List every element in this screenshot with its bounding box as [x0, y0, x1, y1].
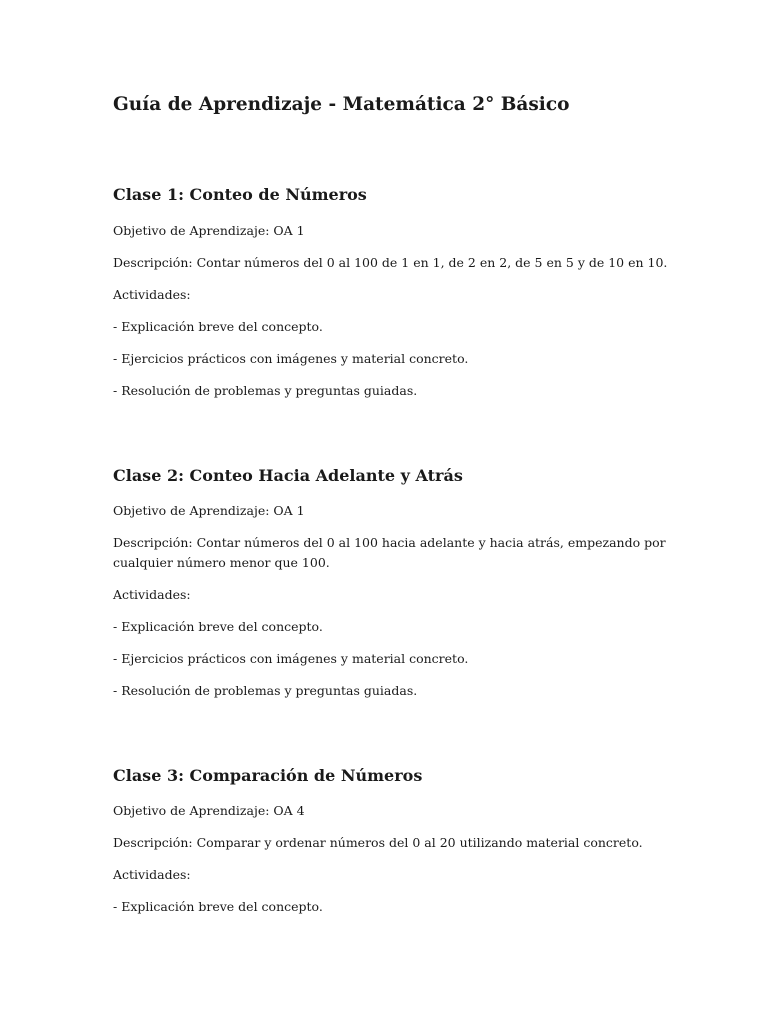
section-clase-3 [113, 765, 733, 917]
activities-label: Actividades: [113, 287, 191, 302]
description: Descripción: Contar números del 0 al 100 de 1 en 1, de 2 en 2, de 5 en 5 y de 10 en 10. [113, 255, 668, 270]
section-heading: Clase 3: Comparación de Números [113, 766, 423, 785]
activities-label: Actividades: [113, 587, 191, 602]
section-heading: Clase 2: Conteo Hacia Adelante y Atrás [113, 466, 463, 485]
section-heading: Clase 1: Conteo de Números [113, 185, 367, 204]
activity-item: - Ejercicios prácticos con imágenes y material concreto. [113, 351, 469, 366]
activity-item: - Resolución de problemas y preguntas guiadas. [113, 383, 418, 398]
learning-objective: Objetivo de Aprendizaje: OA 4 [113, 803, 305, 818]
activities-label: Actividades: [113, 867, 191, 882]
document-title: Guía de Aprendizaje - Matemática 2° Básico [113, 94, 570, 115]
learning-objective: Objetivo de Aprendizaje: OA 1 [113, 503, 305, 518]
activity-item: - Explicación breve del concepto. [113, 899, 323, 914]
description-line-1: Descripción: Contar números del 0 al 100 hacia adelante y hacia atrás, empezando por [113, 535, 666, 550]
activity-item: - Explicación breve del concepto. [113, 619, 323, 634]
learning-objective: Objetivo de Aprendizaje: OA 1 [113, 223, 305, 238]
section-clase-1 [113, 184, 733, 401]
activity-item: - Resolución de problemas y preguntas guiadas. [113, 683, 418, 698]
description-line-2: cualquier número menor que 100. [113, 555, 330, 570]
activity-item: - Ejercicios prácticos con imágenes y material concreto. [113, 651, 469, 666]
activity-item: - Explicación breve del concepto. [113, 319, 323, 334]
description: Descripción: Comparar y ordenar números del 0 al 20 utilizando material concreto. [113, 835, 643, 850]
section-clase-2 [113, 465, 733, 701]
